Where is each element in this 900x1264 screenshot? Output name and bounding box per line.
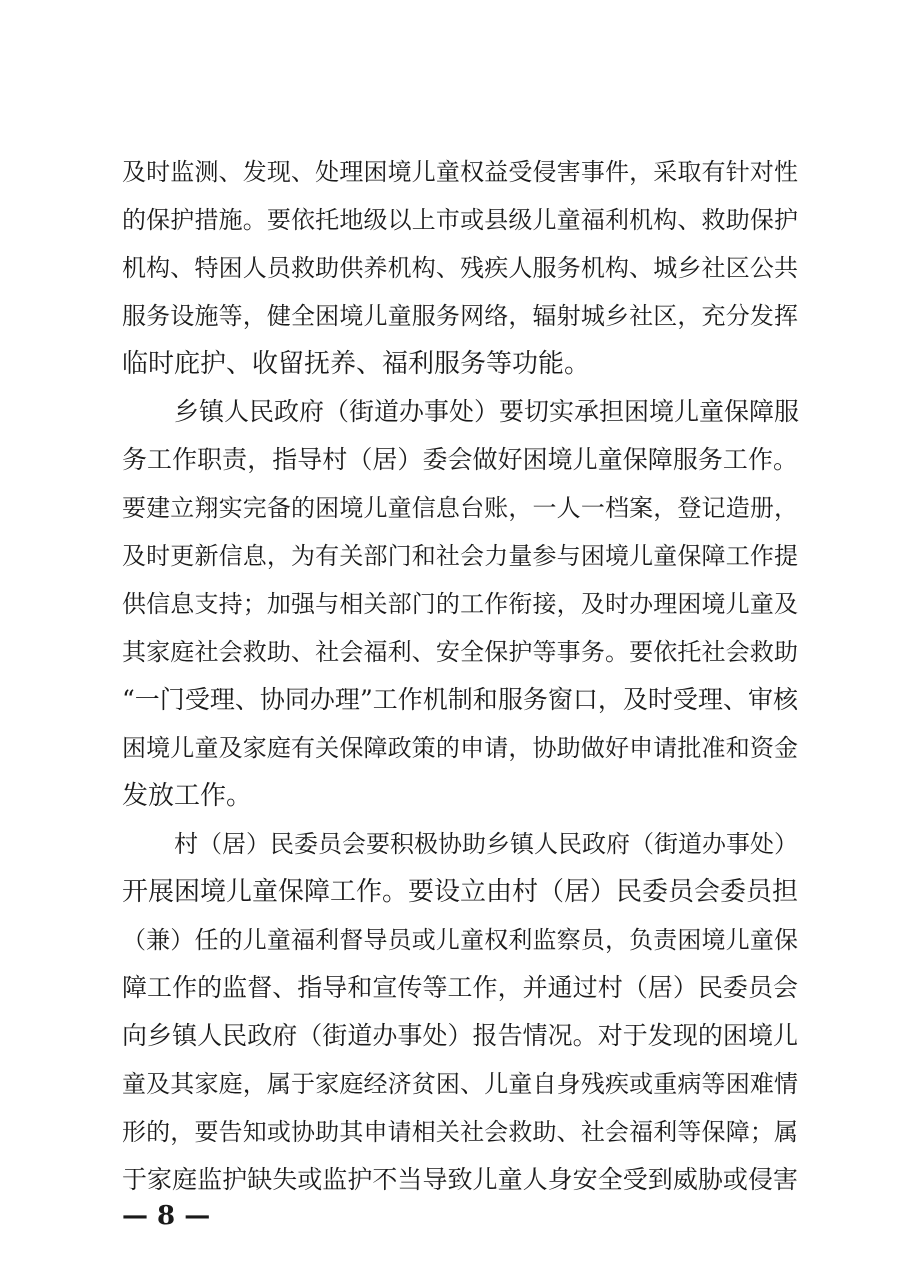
paragraph-3-line-8: 于家庭监护缺失或监护不当导致儿童人身安全受到威胁或侵害 [122, 1165, 798, 1194]
paragraph-1-line-3: 机构、特困人员救助供养机构、残疾人服务机构、城乡社区公共 [122, 254, 798, 282]
paragraph-2-line-4: 及时更新信息，为有关部门和社会力量参与困境儿童保障工作提 [122, 542, 798, 570]
paragraph-2-line-6: 其家庭社会救助、社会福利、安全保护等事务。要依托社会救助 [122, 638, 798, 666]
paragraph-3-line-5: 向乡镇人民政府（街道办事处）报告情况。对于发现的困境儿 [122, 1021, 798, 1050]
paragraph-2-line-1: 乡镇人民政府（街道办事处）要切实承担困境儿童保障服 [174, 397, 800, 426]
paragraph-2-line-5: 供信息支持；加强与相关部门的工作衔接，及时办理困境儿童及 [122, 590, 798, 618]
paragraph-1-line-4: 服务设施等，健全困境儿童服务网络，辐射城乡社区，充分发挥 [122, 302, 798, 330]
paragraph-3-line-7: 形的，要告知或协助其申请相关社会救助、社会福利等保障；属 [122, 1118, 798, 1146]
paragraph-2-line-2: 务工作职责，指导村（居）委会做好困境儿童保障服务工作。 [122, 445, 798, 474]
paragraph-3-line-4: 障工作的监督、指导和宣传等工作，并通过村（居）民委员会 [122, 973, 798, 1002]
paragraph-2-line-3: 要建立翔实完备的困境儿童信息台账，一人一档案，登记造册， [122, 494, 798, 522]
paragraph-3-line-6: 童及其家庭，属于家庭经济贫困、儿童自身残疾或重病等困难情 [122, 1070, 798, 1098]
paragraph-1-line-5: 临时庇护、收留抚养、福利服务等功能。 [122, 349, 591, 379]
paragraph-3-line-2: 开展困境儿童保障工作。要设立由村（居）民委员会委员担 [122, 877, 799, 907]
paragraph-1-line-2: 的保护措施。要依托地级以上市或县级儿童福利机构、救助保护 [122, 206, 798, 234]
paragraph-3-line-1: 村（居）民委员会要积极协助乡镇人民政府（街道办事处） [174, 830, 798, 858]
paragraph-2-line-7: “一门受理、协同办理”工作机制和服务窗口，及时受理、审核 [122, 685, 798, 714]
paragraph-3-line-3: （兼）任的儿童福利督导员或儿童权利监察员，负责困境儿童保 [122, 926, 798, 954]
paragraph-1-line-1: 及时监测、发现、处理困境儿童权益受侵害事件，采取有针对性 [122, 158, 798, 186]
page-number: — 8 — [122, 1201, 211, 1231]
paragraph-2-line-9: 发放工作。 [122, 781, 253, 811]
paragraph-2-line-8: 困境儿童及家庭有关保障政策的申请，协助做好申请批准和资金 [122, 734, 798, 762]
